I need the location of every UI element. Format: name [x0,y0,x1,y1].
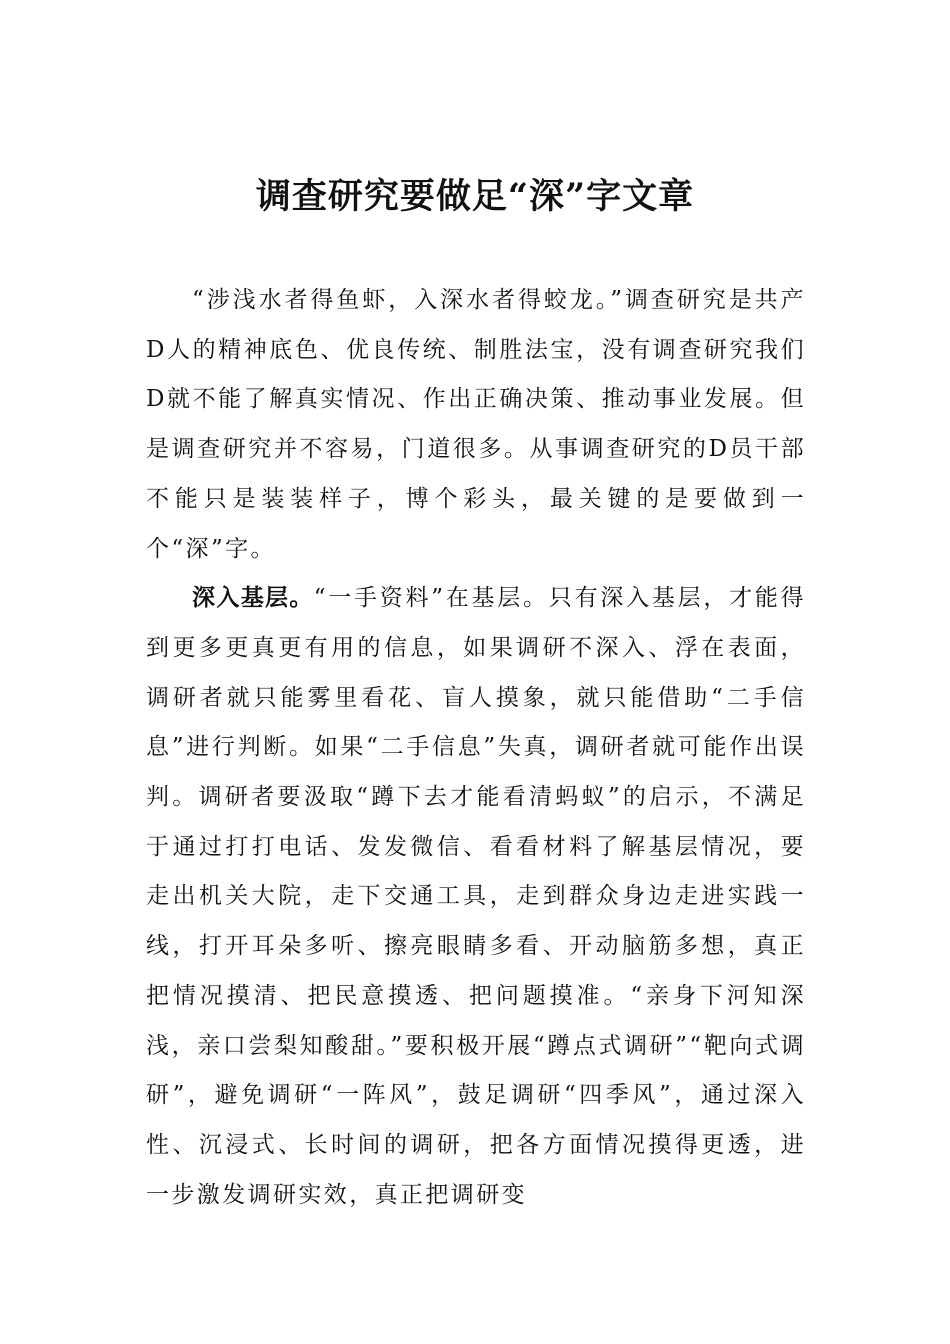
paragraph-deep-into-grassroots [146,574,806,1220]
paragraph-lead: 深入基层。 [192,585,314,612]
paragraph-intro [146,276,806,574]
paragraph-text: “一手资料”在基层。只有深入基层，才能得到更多更真更有用的信息，如果调研不深入、浮在表面，调研者就只能雾里看花、盲人摸象，就只能借助“二手信息”进行判断。如果“二手信息”失真，调研者就可能作出误判。调研者要汲取“蹲下去才能看清蚂蚁”的启示，不满足于通过打打电话、发发微信、看看材料了解基层情况，要走出机关大院，走下交通工具，走到群众身边走进实践一线，打开耳朵多听、擦亮眼睛多看、开动脑筋多想，真正把情况摸清、把民意摸透、把问题摸准。“亲身下河知深浅，亲口尝梨知酸甜。”要积极开展“蹲点式调研”“靶向式调研”，避免调研“一阵风”，鼓足调研“四季风”，通过深入性、沉浸式、长时间的调研，把各方面情况摸得更透，进一步激发调研实效，真正把调研变 [146,585,806,1208]
document-title: 调查研究要做足“深”字文章 [255,176,695,217]
paragraph-text: “涉浅水者得鱼虾，入深水者得蛟龙。”调查研究是共产D人的精神底色、优良传统、制胜法宝，没有调查研究我们D就不能了解真实情况、作出正确决策、推动事业发展。但是调查研究并不容易，门道很多。从事调查研究的D员干部不能只是装装样子，博个彩头，最关键的是要做到一个“深”字。 [146,287,806,562]
document-body [146,276,806,1220]
